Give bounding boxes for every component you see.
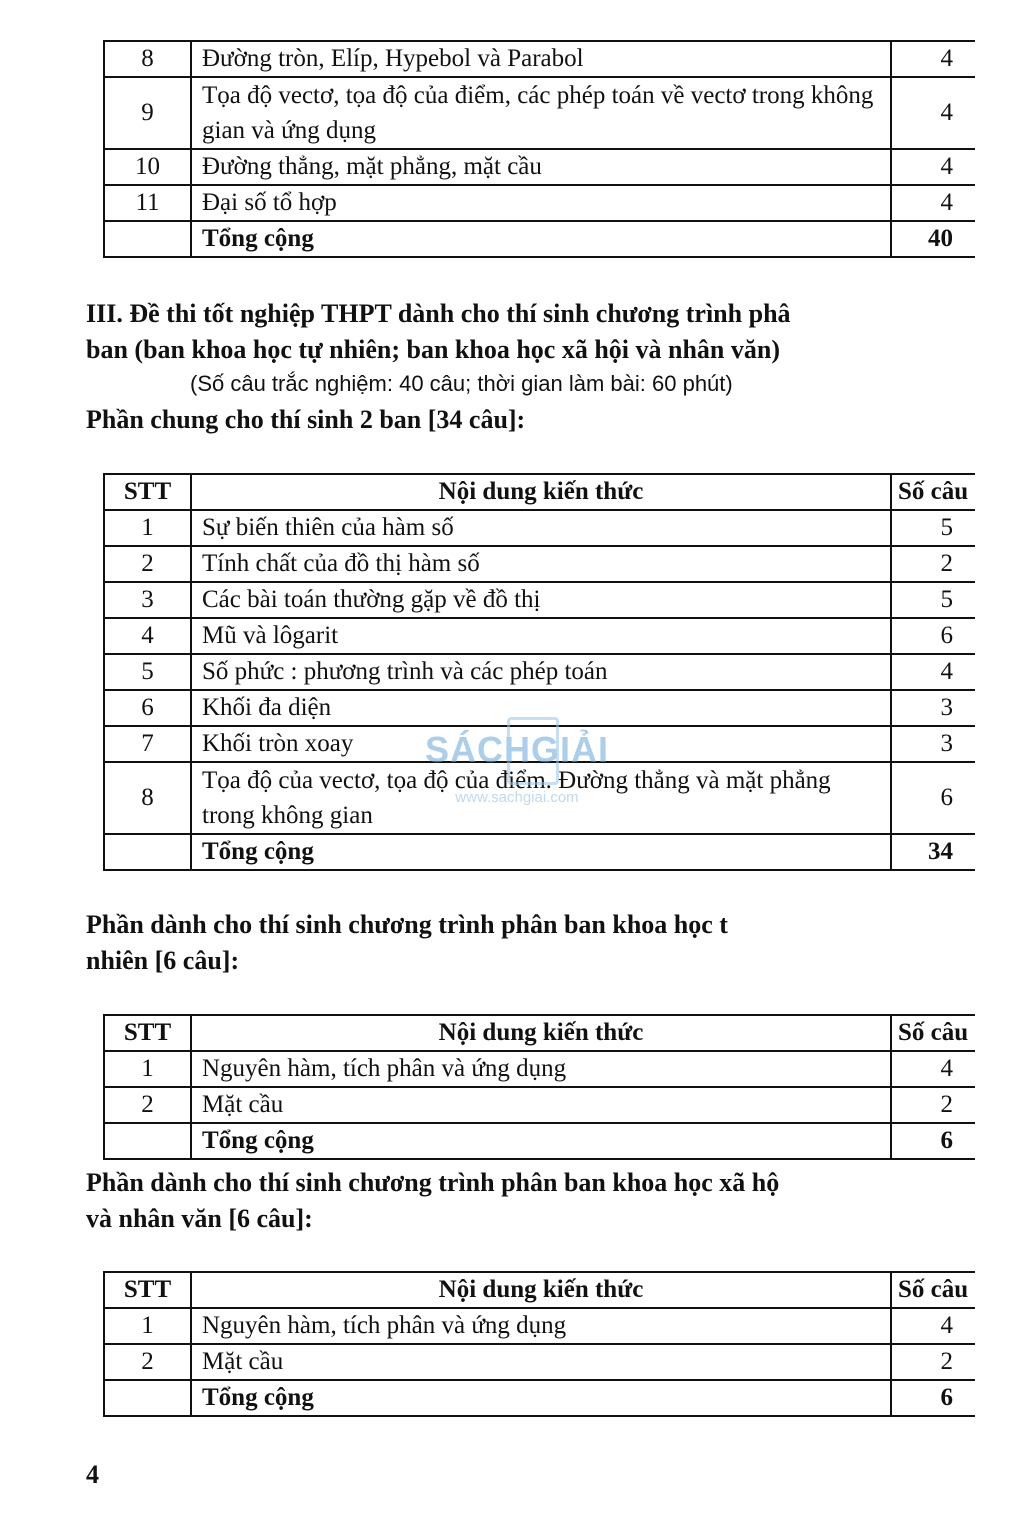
stt-cell: 7 [104, 726, 191, 762]
table-total-row [104, 221, 984, 257]
table-row [104, 77, 984, 149]
content-cell: Sự biến thiên của hàm số [191, 510, 891, 546]
table-common [103, 473, 985, 871]
table-row [104, 762, 984, 834]
table-row [104, 149, 984, 185]
count-cell: 4 [891, 185, 984, 221]
content-cell: Nguyên hàm, tích phân và ứng dụng [191, 1308, 891, 1344]
count-cell: 2 [891, 1087, 984, 1123]
count-cell: 2 [891, 1344, 984, 1380]
content-cell: Khối đa diện [191, 690, 891, 726]
total-value: 40 [891, 221, 984, 257]
page-number: 4 [86, 1460, 99, 1489]
count-cell: 4 [891, 149, 984, 185]
table-row [104, 1051, 984, 1087]
table-row [104, 1344, 984, 1380]
table-row [104, 510, 984, 546]
table-row [104, 1308, 984, 1344]
section-heading-line1: III. Đề thi tốt nghiệp THPT dành cho thí sinh chương trình phâ [86, 299, 791, 328]
table-row [104, 185, 984, 221]
table-natural-science [103, 1014, 985, 1160]
stt-cell: 3 [104, 582, 191, 618]
stt-cell: 8 [104, 762, 191, 834]
content-cell: Mặt cầu [191, 1344, 891, 1380]
content-cell: Mặt cầu [191, 1087, 891, 1123]
header-count: Số câu [891, 1272, 984, 1308]
stt-cell: 1 [104, 1051, 191, 1087]
stt-cell: 1 [104, 1308, 191, 1344]
table-row [104, 654, 984, 690]
content-cell: Số phức : phương trình và các phép toán [191, 654, 891, 690]
header-content: Nội dung kiến thức [191, 1015, 891, 1051]
social-part-heading-line2: và nhân văn [6 câu]: [86, 1204, 313, 1233]
count-cell: 6 [891, 618, 984, 654]
stt-cell: 1 [104, 510, 191, 546]
content-cell: Khối tròn xoay [191, 726, 891, 762]
count-cell: 4 [891, 41, 984, 77]
content-cell: Các bài toán thường gặp về đồ thị [191, 582, 891, 618]
content-cell: Tính chất của đồ thị hàm số [191, 546, 891, 582]
header-content: Nội dung kiến thức [191, 1272, 891, 1308]
table-row [104, 618, 984, 654]
content-cell: Tọa độ của vectơ, tọa độ của điểm. Đường thẳng và mặt phẳng trong không gian [191, 762, 891, 834]
stt-cell: 11 [104, 185, 191, 221]
table-row [104, 1087, 984, 1123]
header-stt: STT [104, 474, 191, 510]
content-cell: Nguyên hàm, tích phân và ứng dụng [191, 1051, 891, 1087]
table-row [104, 41, 984, 77]
content-cell: Mũ và lôgarit [191, 618, 891, 654]
header-count: Số câu [891, 1015, 984, 1051]
table-social-science [103, 1271, 985, 1417]
natural-part-heading-line1: Phần dành cho thí sinh chương trình phân ban khoa học t [86, 910, 728, 939]
table-row [104, 582, 984, 618]
content-cell: Tọa độ vectơ, tọa độ của điểm, các phép toán về vectơ trong không gian và ứng dụng [191, 77, 891, 149]
count-cell: 3 [891, 726, 984, 762]
content-cell: Đại số tổ hợp [191, 185, 891, 221]
stt-cell: 4 [104, 618, 191, 654]
count-cell: 4 [891, 1051, 984, 1087]
stt-cell: 2 [104, 1344, 191, 1380]
total-value: 6 [891, 1380, 984, 1416]
count-cell: 4 [891, 77, 984, 149]
table-row [104, 690, 984, 726]
page-edge [975, 0, 1024, 1531]
table-header-row [104, 1015, 984, 1051]
stt-cell: 6 [104, 690, 191, 726]
stt-cell: 8 [104, 41, 191, 77]
table-total-row [104, 834, 984, 870]
watermark-url: www.sachgiai.com [455, 789, 579, 806]
content-cell: Đường thẳng, mặt phẳng, mặt cầu [191, 149, 891, 185]
table-total-row [104, 1380, 984, 1416]
header-stt: STT [104, 1272, 191, 1308]
table-row [104, 546, 984, 582]
table-total-row [104, 1123, 984, 1159]
count-cell: 4 [891, 1308, 984, 1344]
natural-part-heading-line2: nhiên [6 câu]: [86, 946, 240, 975]
common-part-heading: Phần chung cho thí sinh 2 ban [34 câu]: [86, 405, 526, 434]
table-continued [103, 40, 985, 258]
total-label: Tổng cộng [191, 1380, 891, 1416]
header-content: Nội dung kiến thức [191, 474, 891, 510]
header-stt: STT [104, 1015, 191, 1051]
count-cell: 4 [891, 654, 984, 690]
count-cell: 2 [891, 546, 984, 582]
stt-cell: 10 [104, 149, 191, 185]
table-row [104, 726, 984, 762]
total-value: 6 [891, 1123, 984, 1159]
header-count: Số câu [891, 474, 984, 510]
stt-cell: 9 [104, 77, 191, 149]
total-label: Tổng cộng [191, 1123, 891, 1159]
section-heading-line2: ban (ban khoa học tự nhiên; ban khoa học xã hội và nhân văn) [86, 335, 781, 364]
count-cell: 6 [891, 762, 984, 834]
table-header-row [104, 1272, 984, 1308]
exam-note: (Số câu trắc nghiệm: 40 câu; thời gian làm bài: 60 phút) [190, 371, 733, 396]
watermark-brand: SÁCHGIẢI [424, 729, 609, 770]
total-label: Tổng cộng [191, 221, 891, 257]
content-cell: Đường tròn, Elíp, Hypebol và Parabol [191, 41, 891, 77]
count-cell: 5 [891, 510, 984, 546]
stt-cell: 2 [104, 1087, 191, 1123]
stt-cell: 5 [104, 654, 191, 690]
social-part-heading-line1: Phần dành cho thí sinh chương trình phân ban khoa học xã hộ [86, 1168, 780, 1197]
count-cell: 5 [891, 582, 984, 618]
count-cell: 3 [891, 690, 984, 726]
total-label: Tổng cộng [191, 834, 891, 870]
table-header-row [104, 474, 984, 510]
stt-cell: 2 [104, 546, 191, 582]
total-value: 34 [891, 834, 984, 870]
